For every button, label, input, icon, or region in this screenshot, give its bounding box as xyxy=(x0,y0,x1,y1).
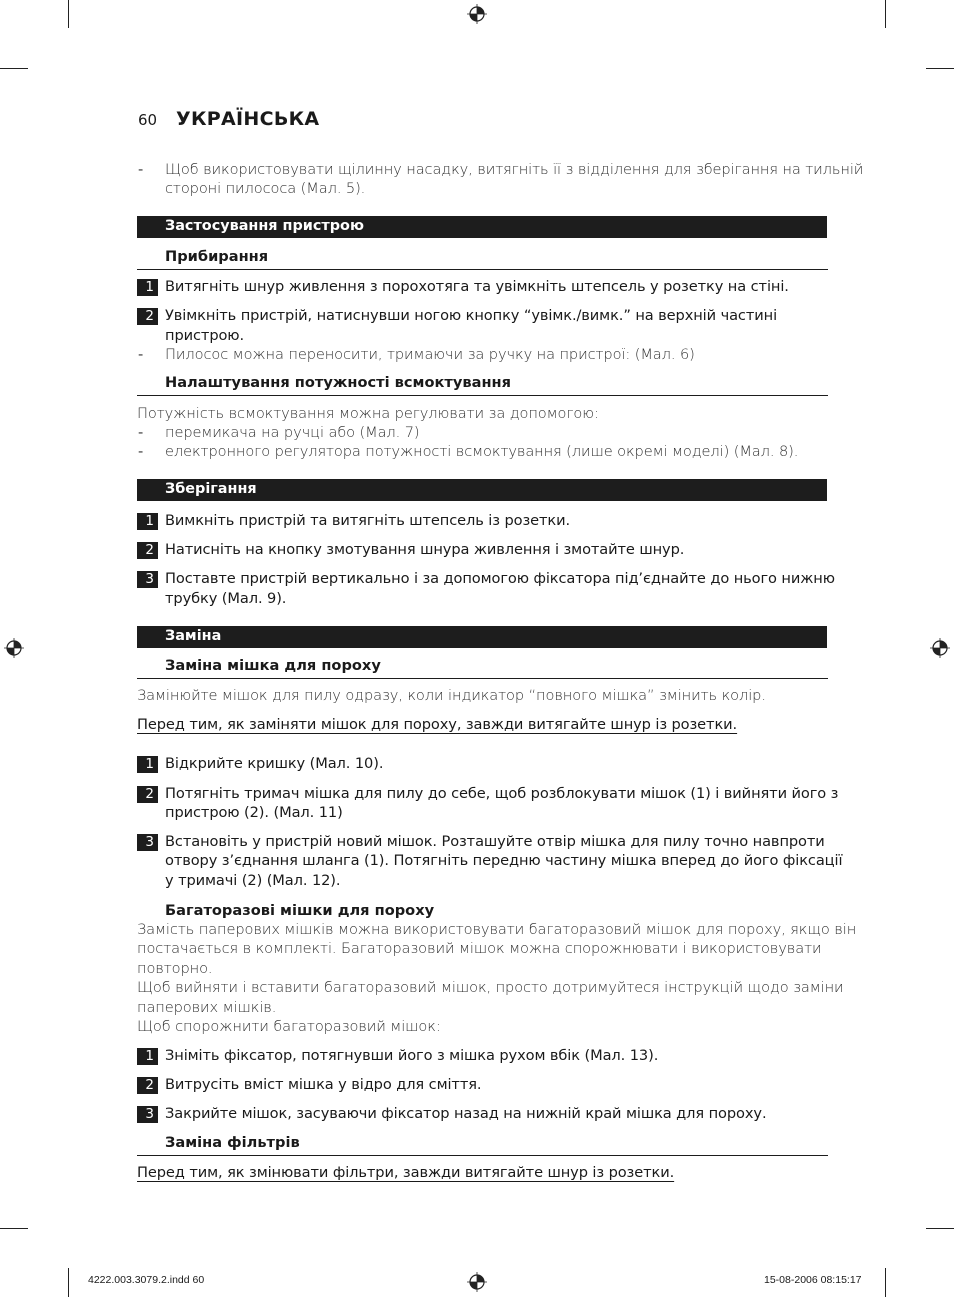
list-dash: - xyxy=(138,346,144,363)
crop-mark xyxy=(885,1268,886,1297)
body-text: Замість паперових мішків можна використовувати багаторазовий мішок для пороху, якщо він xyxy=(137,921,857,938)
registration-mark-icon xyxy=(467,1272,487,1292)
divider xyxy=(137,269,828,270)
section-title: Застосування пристрою xyxy=(165,218,364,234)
step-number: 3 xyxy=(137,834,158,851)
subsection-title: Заміна мішка для пороху xyxy=(165,657,381,674)
step-number: 1 xyxy=(137,756,158,773)
section-header-storage xyxy=(137,479,827,501)
step-number: 2 xyxy=(137,786,158,803)
subsection-title: Багаторазові мішки для пороху xyxy=(165,902,435,919)
section-header-use xyxy=(137,216,827,238)
step-text: Відкрийте кришку (Мал. 10). xyxy=(165,755,384,772)
step-number: 2 xyxy=(137,1077,158,1094)
page-title: УКРАЇНСЬКА xyxy=(176,108,320,130)
crop-mark xyxy=(926,68,954,69)
body-text: постачається в комплекті. Багаторазовий мішок можна спорожнювати і використовувати xyxy=(137,940,822,957)
registration-mark-icon xyxy=(467,4,487,24)
section-title: Зберігання xyxy=(165,481,257,497)
step-number: 2 xyxy=(137,542,158,559)
step-text: Потягніть тримач мішка для пилу до себе, щоб розблокувати мішок (1) і вийняти його з xyxy=(165,785,839,802)
page-number: 60 xyxy=(138,111,158,129)
intro-line: стороні пилососа (Мал. 5). xyxy=(165,180,366,197)
step-text: пристрою. xyxy=(165,327,245,344)
step-text: Встановіть у пристрій новий мішок. Розташуйте отвір мішка для пилу точно навпроти xyxy=(165,833,825,850)
crop-mark xyxy=(0,68,28,69)
section-header-replace xyxy=(137,626,827,648)
body-text: Щоб вийняти і вставити багаторазовий мішок, просто дотримуйтеся інструкцій щодо заміни xyxy=(137,979,844,996)
step-number: 3 xyxy=(137,571,158,588)
crop-mark xyxy=(0,1228,28,1229)
crop-mark xyxy=(926,1228,954,1229)
registration-mark-icon xyxy=(930,638,950,658)
footer-datetime: 15-08-2006 08:15:17 xyxy=(764,1274,862,1286)
list-dash: - xyxy=(138,424,144,441)
step-text: Увімкніть пристрій, натиснувши ногою кнопку “увімк./вимк.” на верхній частині xyxy=(165,307,778,324)
step-text: пристрою (2). (Мал. 11) xyxy=(165,804,343,821)
crop-mark xyxy=(885,0,886,28)
step-text: отвору з’єднання шланга (1). Потягніть передню частину мішка вперед до його фіксації xyxy=(165,852,843,869)
step-text: Натисніть на кнопку змотування шнура живлення і змотайте шнур. xyxy=(165,541,685,558)
step-text: Зніміть фіксатор, потягнувши його з мішка рухом вбік (Мал. 13). xyxy=(165,1047,659,1064)
step-number: 1 xyxy=(137,513,158,530)
footer-file: 4222.003.3079.2.indd 60 xyxy=(88,1274,205,1286)
body-text: Замінюйте мішок для пилу одразу, коли індикатор “повного мішка” змінить колір. xyxy=(137,687,766,704)
body-text: паперових мішків. xyxy=(137,999,277,1016)
step-text: Закрийте мішок, засуваючи фіксатор назад на нижній край мішка для пороху. xyxy=(165,1105,767,1122)
subsection-title: Прибирання xyxy=(165,248,269,265)
body-text: Щоб спорожнити багаторазовий мішок: xyxy=(137,1018,441,1035)
section-title: Заміна xyxy=(165,628,222,644)
crop-mark xyxy=(68,0,69,28)
divider xyxy=(137,1155,828,1156)
list-dash: - xyxy=(138,443,144,460)
step-text: Витрусіть вміст мішка у відро для сміття. xyxy=(165,1076,482,1093)
warning-text: Перед тим, як заміняти мішок для пороху, завжди витягайте шнур із розетки. xyxy=(137,716,738,733)
subsection-title: Налаштування потужності всмоктування xyxy=(165,374,512,391)
subsection-title: Заміна фільтрів xyxy=(165,1134,300,1151)
body-text: повторно. xyxy=(137,960,213,977)
step-number: 1 xyxy=(137,279,158,296)
divider xyxy=(137,395,828,396)
step-number: 2 xyxy=(137,308,158,325)
list-item: перемикача на ручці або (Мал. 7) xyxy=(165,424,420,441)
step-number: 1 xyxy=(137,1048,158,1065)
warning-text: Перед тим, як змінювати фільтри, завжди витягайте шнур із розетки. xyxy=(137,1164,675,1181)
registration-mark-icon xyxy=(4,638,24,658)
list-item: електронного регулятора потужності всмоктування (лише окремі моделі) (Мал. 8). xyxy=(165,443,799,460)
intro-line: Щоб використовувати щілинну насадку, витягніть її з відділення для зберігання на тильній xyxy=(165,161,864,178)
step-text: Поставте пристрій вертикально і за допомогою фіксатора під’єднайте до нього нижню xyxy=(165,570,835,587)
step-text: Витягніть шнур живлення з порохотяга та увімкніть штепсель у розетку на стіні. xyxy=(165,278,789,295)
list-dash: - xyxy=(138,161,144,178)
step-text: у тримачі (2) (Мал. 12). xyxy=(165,872,341,889)
note-text: Пилосос можна переносити, тримаючи за ручку на пристрої: (Мал. 6) xyxy=(165,346,695,363)
crop-mark xyxy=(68,1268,69,1297)
step-text: трубку (Мал. 9). xyxy=(165,590,287,607)
step-text: Вимкніть пристрій та витягніть штепсель із розетки. xyxy=(165,512,571,529)
divider xyxy=(137,678,828,679)
step-number: 3 xyxy=(137,1106,158,1123)
body-text: Потужність всмоктування можна регулювати за допомогою: xyxy=(137,405,599,422)
